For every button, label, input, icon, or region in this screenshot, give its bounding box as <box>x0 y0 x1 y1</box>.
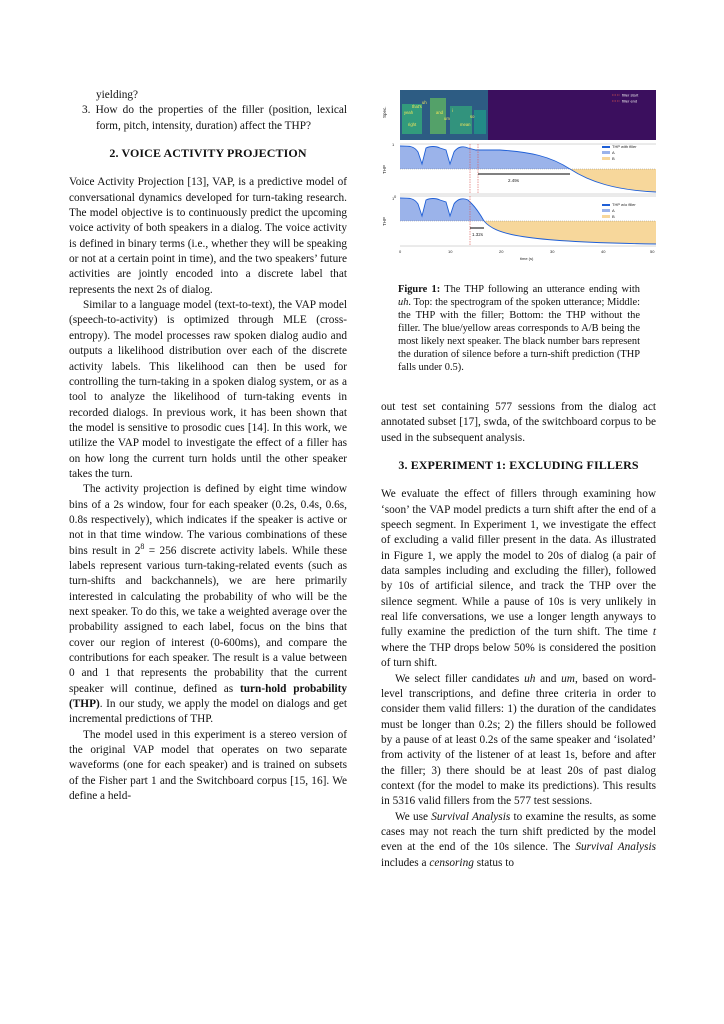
silence-duration-label: 1.32s <box>472 232 484 237</box>
x-axis <box>399 249 655 261</box>
legend-filler-start: filler start <box>622 92 639 98</box>
paragraph-model-used: The model used in this experiment is a stereo version of the original VAP model that operates on two separate waveforms (one for each speaker) and is trained on subsets of the Fisher part 1 and the Switchboard corpus [15, 16]. We define a held- <box>69 728 347 803</box>
thp-y-label: THP <box>382 217 387 226</box>
text-span: We use <box>395 810 432 823</box>
legend-filler-end: filler end <box>622 98 638 104</box>
emphasis: um <box>561 672 575 685</box>
spec-word: that's <box>412 104 422 109</box>
spec-word: so <box>470 114 475 119</box>
superscript: 8 <box>140 541 145 551</box>
paragraph-vap-mle: Similar to a language model (text-to-text), the VAP model (speech-to-activity) is optimized through MLE (cross-entropy). The model processes raw spoken dialog audio and outputs a likelihood distribution over each of the discrete activity labels. This likelihood can then be used for controlling the turn-taking in a spoken dialog system, or as a tool to analyze the likelihood of turn-taking events in recorded dialogs. In previous work, it has been shown that the model is sensitive to prosodic cues [14]. In this work, we utilize the VAP model to investigate the effect of a filler has on how long the current turn holds until the other speaker takes the turn. <box>69 299 347 480</box>
text-span: The THP following an utterance ending with <box>444 284 640 295</box>
list-item-3-number: 3. <box>82 104 91 117</box>
legend-swatch <box>602 151 610 154</box>
x-tick: 0 <box>399 249 402 254</box>
spec-word: i <box>452 108 453 113</box>
spec-word: yeah <box>404 110 414 115</box>
paragraph-experiment-1 <box>381 487 656 671</box>
left-column <box>69 88 347 804</box>
thp-b-area <box>570 169 656 192</box>
thp-y-label: THP <box>382 165 387 174</box>
thp-with-filler-panel <box>382 142 656 194</box>
spec-word: um <box>444 116 450 121</box>
text-span: where the THP drops below 50% is considered the position of turn shift. <box>381 641 656 670</box>
text-span: status to <box>473 856 515 869</box>
legend-swatch <box>602 157 610 160</box>
legend-thp: THP with filler <box>612 144 637 149</box>
legend-swatch <box>602 209 610 212</box>
text-span: and <box>535 672 562 685</box>
list-item-2-continuation: yielding? <box>96 89 139 101</box>
spectrogram-energy <box>450 106 472 134</box>
y-tick: 1 <box>392 142 395 147</box>
term-thp: turn-hold probability (THP) <box>69 682 348 711</box>
paragraph-activity-projection <box>69 482 347 728</box>
text-span: We select filler candidates <box>395 672 525 685</box>
paragraph-heldout: out test set containing 577 sessions from the dialog act annotated subset [17], swda, of the switchboard corpus to be used in the subsequent analysis. <box>381 401 656 444</box>
x-tick: 10 <box>448 249 453 254</box>
emphasis: t <box>652 626 656 639</box>
paragraph-survival-analysis <box>381 810 656 871</box>
spectrogram-energy <box>474 110 486 134</box>
thp-a-area <box>400 198 484 221</box>
caption-label: Figure 1: <box>398 284 441 295</box>
text-span: . In our study, we apply the model on dialogs and get incremental predictions of THP. <box>69 698 347 726</box>
y-tick: 0 <box>394 194 397 199</box>
legend-a: A <box>612 150 615 155</box>
x-tick: 40 <box>601 249 606 254</box>
legend-thp: THP w/o filler <box>612 202 636 207</box>
list-item-3 <box>69 103 347 134</box>
emphasis: uh <box>524 672 536 685</box>
x-axis-label: time (s) <box>520 256 534 261</box>
legend-swatch <box>602 204 610 206</box>
legend-swatch <box>602 215 610 218</box>
legend-b: B <box>612 156 615 161</box>
silence-duration-label: 2.49s <box>508 178 520 183</box>
thp-b-area <box>484 221 656 244</box>
x-tick: 20 <box>499 249 504 254</box>
figure-1 <box>380 86 660 266</box>
spec-word: and <box>436 110 443 115</box>
spectrogram-y-label: Spec. <box>382 106 387 118</box>
figure-caption <box>398 283 640 374</box>
spec-word: uh <box>422 100 427 105</box>
legend-a: A <box>612 208 615 213</box>
text-span: to examine the results, as some cases may not reach the turn shift predicted by the model even at the end of the 10s silence. The <box>381 810 656 854</box>
y-tick: 1 <box>392 196 395 201</box>
x-tick: 50 <box>650 249 655 254</box>
spec-word: mean <box>460 122 471 127</box>
x-tick: 30 <box>550 249 555 254</box>
right-column <box>381 400 656 871</box>
legend-swatch <box>602 146 610 148</box>
paragraph-vap-intro: Voice Activity Projection [13], VAP, is a predictive model of conversational dynamics developed for turn-taking research. The model objective is to continuously predict the upcoming voice activity of both speakers in a dialog. The voice activity is defined in binary terms (i.e., whether they will be speaking or not at a certain point in time), and the two speakers’ future activities are jointly encoded into a discrete label that represents the next 2s of dialog. <box>69 176 347 296</box>
text-span: includes a <box>381 856 430 869</box>
caption-emphasis: uh <box>398 297 409 308</box>
text-span: . Top: the spectrogram of the spoken utterance; Middle: the THP with the filler; Bottom: the THP without the filler. The blue/yellow areas corresponds to A/B being the most likely next speaker. The black number bars represent the duration of silence before a turn-shift prediction (THP falls under 0.5). <box>398 297 640 373</box>
list-item-3-text: How do the properties of the filler (position, lexical form, pitch, intensity, duration) affect the THP? <box>95 104 348 132</box>
spec-word: right <box>408 122 417 127</box>
paragraph-filler-selection <box>381 672 656 810</box>
section-heading-3: 3. EXPERIMENT 1: EXCLUDING FILLERS <box>398 458 639 473</box>
text-span: , based on word-level transcriptions, and define three criteria in order to consider them valid fillers: 1) the duration of the candidates must be longer than 0.2s; 2) the fillers should be followed by a pause of at least 0.2s of the same speaker and ‘isolated’ from activity of the listener of at least 1s, before and after the filler; 3) there should be at least 20s of past dialog context (for the model to make its predictions). This results in 5316 valid fillers from the 577 test sessions. <box>381 672 656 808</box>
legend-b: B <box>612 214 615 219</box>
emphasis: Survival Analysis <box>575 841 656 854</box>
thp-without-filler-panel <box>382 194 656 246</box>
text-span: We evaluate the effect of fillers through examining how ‘soon’ the VAP model predicts a turn shift after the end of a speech segment. In Experiment 1, we investigate the effect of excluding a valid filler present in the data. As illustrated in Figure 1, we apply the model to 20s of dialog (a pair of data samples including and excluding the filler), followed by 10s of artificial silence, and track the THP over the silence segment. While a pause of 10s is very unlikely in real life conversations, we use a longer length anyways to fully examine the prediction of the turn shift. The time <box>381 488 656 639</box>
emphasis: censoring <box>429 856 474 869</box>
emphasis: Survival Analysis <box>431 810 511 823</box>
text-span: = 256 discrete activity labels. While these labels represent various turn-taking-related events (such as turn-shifts and backchannels), we are here primarily interested in calculating the probability of who will be the next speaker. To do this, we take a weighted average over the probability assigned to each label, focus on the bins that cover our region of interest (0-600ms), and compare the contributions for each speaker. The result is a value between 0 and 1 that represents the probability that the current speaker will continue, defined as <box>69 544 347 695</box>
section-heading-2: 2. VOICE ACTIVITY PROJECTION <box>109 146 307 161</box>
text-span: The activity projection is defined by eight time window bins of a 2s window, four for each speaker (0.2s, 0.4s, 0.6s, 0.8s respectively), which indicates if the speaker is active or not in that time window. The various combinations of these bins result in 2 <box>69 483 347 557</box>
